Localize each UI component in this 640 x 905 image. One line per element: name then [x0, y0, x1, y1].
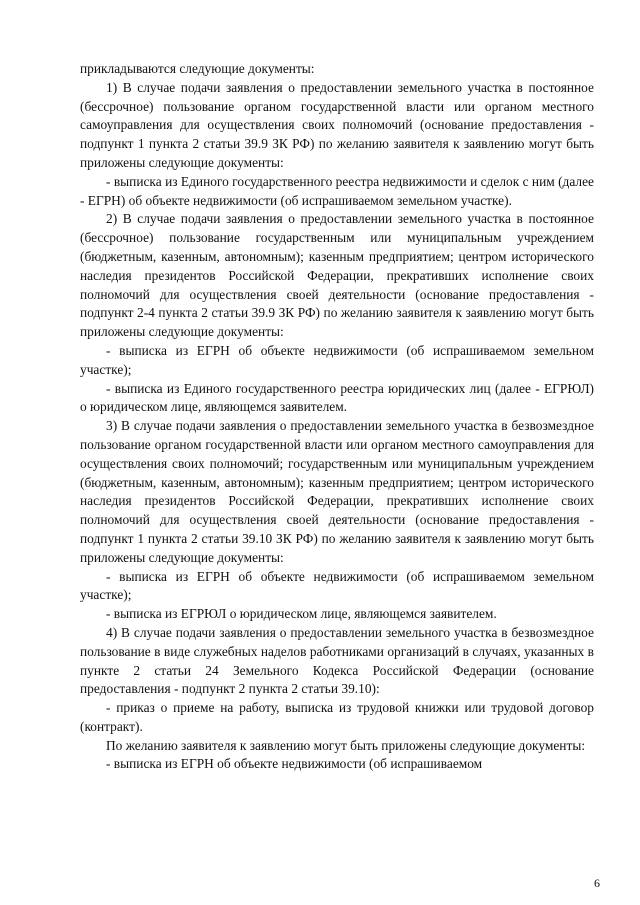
paragraph-item-2-doc-egrn: - выписка из ЕГРН об объекте недвижимости (об испрашиваемом земельном участке);: [80, 342, 594, 377]
paragraph-item-4-optional: По желанию заявителя к заявлению могут быть приложены следующие документы:: [106, 737, 586, 753]
paragraph-item-1: 1) В случае подачи заявления о предоставлении земельного участка в постоянное (бессрочное) пользование органом государственной власти или органом местного самоуправления для осуществления своих полномочий (основание предоставления - подпункт 1 пункта 2 статьи 39.9 ЗК РФ) по желанию заявителя к заявлению могут быть приложены следующие документы:: [80, 79, 594, 170]
paragraph-item-1-doc-egrn: - выписка из Единого государственного реестра недвижимости и сделок с ним (далее - ЕГРН) об объекте недвижимости (об испрашиваемом земельном участке).: [80, 173, 594, 208]
paragraph-item-2-doc-egrul: - выписка из Единого государственного реестра юридических лиц (далее - ЕГРЮЛ) о юридическом лице, являющемся заявителем.: [80, 380, 594, 415]
paragraph-item-2: 2) В случае подачи заявления о предоставлении земельного участка в постоянное (бессрочное) пользование государственным или муниципальным учреждением (бюджетным, казенным, автономным); казенным предприятием; центром исторического наследия президентов Российской Федерации, прекративших исполнение своих полномочий для осуществления своей деятельности (основание предоставления - подпункт 2-4 пункта 2 статьи 39.9 ЗК РФ) по желанию заявителя к заявлению могут быть приложены следующие документы:: [80, 211, 594, 340]
page-number: 6: [594, 876, 600, 890]
paragraph-item-3: 3) В случае подачи заявления о предоставлении земельного участка в безвозмездное пользование органом государственной власти или органом местного самоуправления для осуществления своих полномочий; государственным или муниципальным учреждением (бюджетным, казенным, автономным); казенным предприятием; центром исторического наследия президентов Российской Федерации, прекративших исполнение своих полномочий для осуществления своей деятельности (основание предоставления - подпункт 1 пункта 2 статьи 39.10 ЗК РФ) по желанию заявителя к заявлению могут быть приложены следующие документы:: [80, 418, 594, 565]
document-body: [80, 60, 594, 774]
paragraph-item-4: 4) В случае подачи заявления о предоставлении земельного участка в безвозмездное пользование в виде служебных наделов работниками организаций в случаях, указанных в пункте 2 статьи 24 Земельного Кодекса Российской Федерации (основание предоставления - подпункт 2 пункта 2 статьи 39.10):: [80, 624, 594, 697]
paragraph-item-3-doc-egrul: - выписка из ЕГРЮЛ о юридическом лице, являющемся заявителем.: [106, 606, 497, 622]
paragraph-item-3-doc-egrn: - выписка из ЕГРН об объекте недвижимости (об испрашиваемом земельном участке);: [80, 568, 594, 603]
paragraph-item-4-doc-egrn: - выписка из ЕГРН об объекте недвижимости (об испрашиваемом: [106, 756, 483, 772]
paragraph-item-4-doc-order: - приказ о приеме на работу, выписка из трудовой книжки или трудовой договор (контракт).: [80, 700, 594, 734]
paragraph-intro: прикладываются следующие документы:: [80, 61, 315, 76]
